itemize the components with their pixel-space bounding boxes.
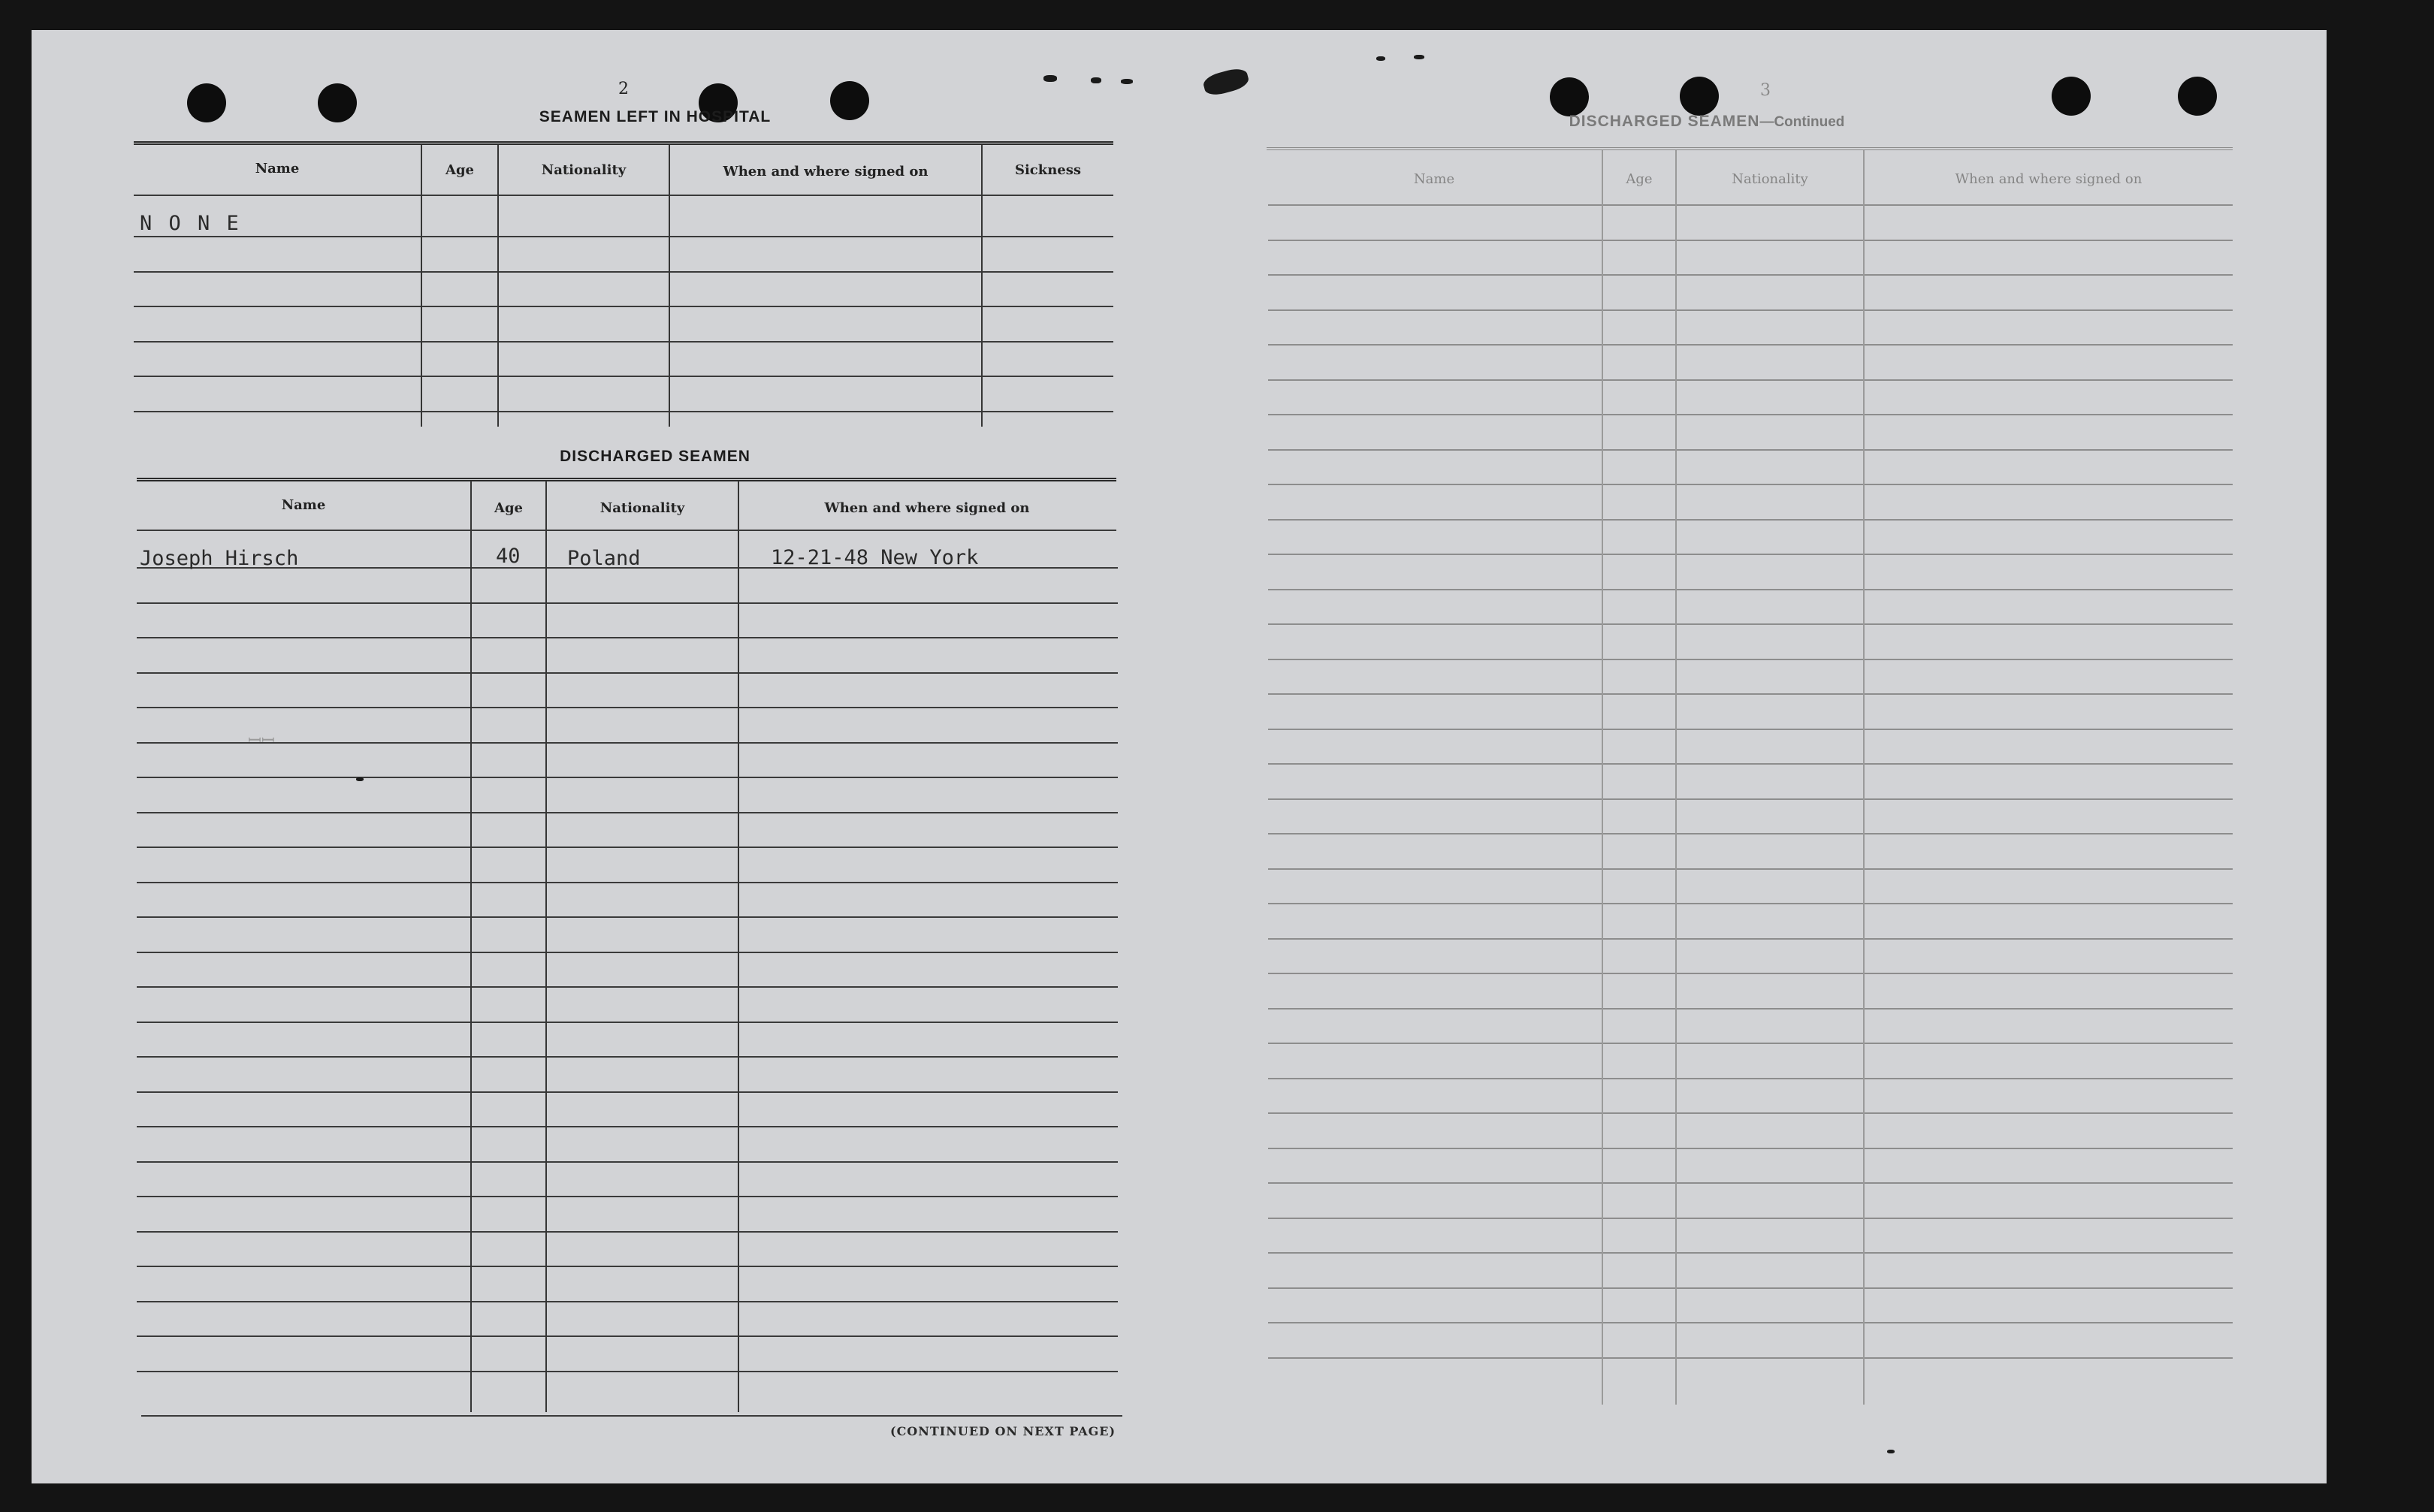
punch-hole [2178, 77, 2217, 116]
row-rule [137, 812, 1118, 813]
hospital-row-name: N O N E [140, 212, 241, 235]
discharged-section-title: DISCHARGED SEAMEN [560, 448, 750, 465]
row-rule [137, 1126, 1118, 1127]
row-rule [137, 952, 1118, 953]
row-rule [1268, 1357, 2233, 1359]
row-rule [137, 847, 1118, 848]
row-rule [1268, 729, 2233, 730]
ink-speck [1887, 1450, 1895, 1453]
column-divider [669, 145, 670, 427]
page-number-right: 3 [1760, 81, 1771, 100]
row-rule [137, 1371, 1118, 1372]
row-rule [1268, 903, 2233, 904]
row-rule [1268, 1322, 2233, 1323]
header-rule [134, 195, 1113, 196]
column-divider [421, 145, 422, 427]
discharged-row-age: 40 [496, 545, 521, 568]
col-header-name: Name [281, 497, 326, 513]
ink-speck [1376, 56, 1385, 61]
row-rule [1268, 763, 2233, 765]
ink-speck [1091, 77, 1101, 83]
col-header-age: Age [1626, 171, 1653, 187]
row-rule [134, 411, 1113, 412]
row-rule [1268, 938, 2233, 940]
row-rule [1268, 379, 2233, 381]
row-rule [134, 271, 1113, 273]
row-rule [137, 1022, 1118, 1023]
col-header-age: Age [494, 500, 523, 516]
page-number-left: 2 [618, 80, 629, 98]
row-rule [137, 916, 1118, 918]
row-rule [134, 376, 1113, 377]
row-rule [1268, 798, 2233, 800]
hospital-section-title: SEAMEN LEFT IN HOSPITAL [539, 108, 772, 125]
col-header-nationality: Nationality [599, 500, 685, 516]
row-rule [137, 1266, 1118, 1267]
row-rule [1268, 204, 2233, 206]
col-header-nationality: Nationality [1732, 171, 1808, 187]
row-rule [1268, 274, 2233, 276]
row-rule [137, 602, 1118, 604]
col-header-signed-on: When and where signed on [723, 164, 929, 180]
punch-hole [318, 83, 357, 122]
continued-note: (CONTINUED ON NEXT PAGE) [890, 1424, 1116, 1438]
column-divider [545, 481, 547, 1412]
discharged-row-name: Joseph Hirsch [140, 547, 299, 570]
document-sheet [32, 30, 2327, 1483]
row-rule [1268, 344, 2233, 346]
row-rule [137, 742, 1118, 744]
table-border [134, 141, 1113, 145]
punch-hole [2052, 77, 2091, 116]
header-rule [137, 530, 1116, 531]
row-rule [1268, 1008, 2233, 1010]
row-rule [1268, 240, 2233, 241]
col-header-name: Name [255, 161, 300, 177]
row-rule [1268, 623, 2233, 625]
row-rule [1268, 833, 2233, 834]
column-divider [1675, 150, 1677, 1405]
ink-speck [1043, 75, 1057, 82]
row-rule [1268, 693, 2233, 695]
ink-speck [1414, 55, 1424, 59]
table-border [1267, 147, 2233, 150]
row-rule [1268, 868, 2233, 870]
row-rule [1268, 1182, 2233, 1184]
row-rule [1268, 589, 2233, 590]
row-rule [1268, 973, 2233, 974]
row-rule [134, 306, 1113, 307]
table-bottom-rule [141, 1415, 1122, 1417]
row-rule [1268, 484, 2233, 485]
discharged-continued-title [1534, 113, 1880, 131]
row-rule [1268, 1218, 2233, 1219]
row-rule [1268, 1148, 2233, 1149]
ink-speck [356, 777, 364, 781]
col-header-name: Name [1413, 171, 1455, 187]
ink-speck [1121, 79, 1133, 84]
row-rule [1268, 554, 2233, 555]
col-header-signed-on: When and where signed on [1955, 171, 2143, 187]
row-rule [137, 777, 1118, 778]
column-divider [470, 481, 472, 1412]
row-rule [1268, 449, 2233, 451]
row-rule [1268, 309, 2233, 311]
row-rule [137, 1231, 1118, 1233]
row-rule [1268, 414, 2233, 415]
discharged-row-nationality: Poland [567, 547, 641, 570]
row-rule [137, 672, 1118, 674]
row-rule [137, 986, 1118, 988]
row-rule [137, 1161, 1118, 1163]
row-rule [134, 341, 1113, 343]
column-divider [497, 145, 499, 427]
row-rule [1268, 1043, 2233, 1044]
row-rule [137, 1056, 1118, 1058]
row-rule [137, 1196, 1118, 1197]
table-border [137, 478, 1116, 481]
row-rule [137, 1335, 1118, 1337]
col-header-signed-on: When and where signed on [824, 500, 1030, 516]
column-divider [1863, 150, 1865, 1405]
row-rule [1268, 1078, 2233, 1079]
row-rule [137, 1301, 1118, 1302]
col-header-nationality: Nationality [541, 162, 627, 178]
row-rule [137, 707, 1118, 708]
row-rule [137, 637, 1118, 638]
row-rule [1268, 1252, 2233, 1254]
column-divider [981, 145, 983, 427]
punch-hole [1550, 77, 1589, 116]
ink-speck [1201, 66, 1250, 98]
row-rule [137, 882, 1118, 883]
punch-hole [1680, 77, 1719, 116]
row-rule [1268, 659, 2233, 660]
col-header-age: Age [445, 162, 474, 178]
row-rule [137, 1091, 1118, 1093]
col-header-sickness: Sickness [1014, 162, 1082, 178]
row-rule [1268, 519, 2233, 521]
ink-smudge: ꟷꟷ [248, 732, 275, 750]
discharged-row-signed-on: 12-21-48 New York [771, 546, 979, 569]
row-rule [1268, 1287, 2233, 1289]
row-rule [134, 236, 1113, 237]
column-divider [1602, 150, 1603, 1405]
title-suffix: —Continued [1759, 114, 1845, 130]
row-rule [1268, 1112, 2233, 1114]
column-divider [738, 481, 739, 1412]
punch-hole [187, 83, 226, 122]
title-main: DISCHARGED SEAMEN [1569, 113, 1760, 130]
